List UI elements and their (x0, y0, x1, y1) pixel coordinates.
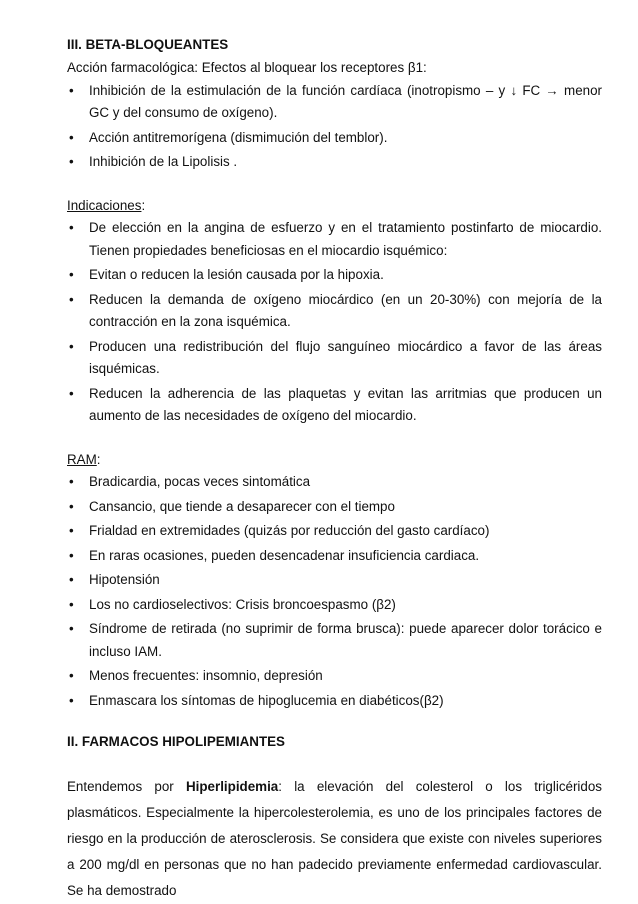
list-item: • Acción antitremorígena (dismimución del temblor). (67, 127, 602, 150)
indications-heading: Indicaciones: (67, 197, 146, 213)
bullet-icon: • (69, 385, 74, 401)
effects-list (67, 80, 602, 174)
bullet-icon: • (69, 668, 74, 683)
list-item: • De elección en la angina de esfuerzo y en el tratamiento postinfarto de miocardio. Tienen propiedades beneficiosas en el miocardio isquémico: (67, 217, 602, 262)
list-item: • Reducen la adherencia de las plaquetas y evitan las arritmias que producen un aumento de las necesidades de oxígeno del miocardio. (67, 383, 602, 428)
list-item: • Reducen la demanda de oxígeno miocárdico (en un 20-30%) con mejoría de la contracción en la zona isquémica. (67, 289, 602, 334)
list-item: • Cansancio, que tiende a desaparecer con el tiempo (67, 496, 602, 519)
pharmacological-action-intro: Acción farmacológica: Efectos al bloquear los receptores β1: (67, 60, 427, 75)
list-item: • Producen una redistribución del flujo sanguíneo miocárdico a favor de las áreas isquémicas. (67, 336, 602, 381)
bullet-icon: • (69, 596, 74, 612)
bullet-icon: • (69, 692, 74, 708)
bullet-icon: • (69, 129, 74, 145)
bullet-icon: • (69, 523, 74, 538)
bullet-icon: • (69, 547, 74, 563)
list-item: • Inhibición de la estimulación de la función cardíaca (inotropismo – y ↓ FC → menor GC y del consumo de oxígeno). (67, 80, 602, 125)
bullet-icon: • (69, 621, 74, 636)
bullet-icon: • (69, 82, 74, 98)
section-heading-hipolipemiantes: II. FARMACOS HIPOLIPEMIANTES (67, 734, 285, 749)
bullet-icon: • (69, 291, 74, 307)
list-item: • Menos frecuentes: insomnio, depresión (67, 665, 602, 688)
hiperlipidemia-paragraph: Entendemos por Hiperlipidemia: la elevación del colesterol o los triglicéridos plasmáticos. Especialmente la hipercolesterolemia, es uno de los principales factores de riesgo en la producción de aterosclerosis. Se considera que existe con niveles superiores a 200 mg/dl en personas que no han padecido previamente enfermedad cardiovascular. Se ha demostrado (67, 779, 602, 898)
list-item: • Evitan o reducen la lesión causada por la hipoxia. (67, 264, 602, 287)
document-content (67, 36, 602, 904)
bullet-icon: • (69, 267, 74, 282)
list-item: • Frialdad en extremidades (quizás por reducción del gasto cardíaco) (67, 520, 602, 543)
ram-heading: RAM: (67, 451, 101, 467)
hiperlipidemia-term: Hiperlipidemia (185, 779, 279, 794)
bullet-icon: • (69, 220, 74, 235)
list-item: • Inhibición de la Lipolisis . (67, 151, 602, 174)
list-item: • Síndrome de retirada (no suprimir de forma brusca): puede aparecer dolor torácico e incluso IAM. (67, 618, 602, 663)
bullet-icon: • (69, 572, 74, 587)
bullet-icon: • (69, 474, 74, 489)
bullet-icon: • (69, 338, 74, 354)
ram-list (67, 471, 602, 712)
list-item: • En raras ocasiones, pueden desencadenar insuficiencia cardiaca. (67, 545, 602, 568)
bullet-icon: • (69, 498, 74, 514)
bullet-icon: • (69, 154, 74, 169)
list-item: • Los no cardioselectivos: Crisis broncoespasmo (β2) (67, 594, 602, 617)
list-item: • Enmascara los síntomas de hipoglucemia en diabéticos(β2) (67, 690, 602, 713)
list-item: • Bradicardia, pocas veces sintomática (67, 471, 602, 494)
section-heading-beta-bloqueantes: III. BETA-BLOQUEANTES (67, 37, 229, 52)
list-item: • Hipotensión (67, 569, 602, 592)
indications-list (67, 217, 602, 428)
